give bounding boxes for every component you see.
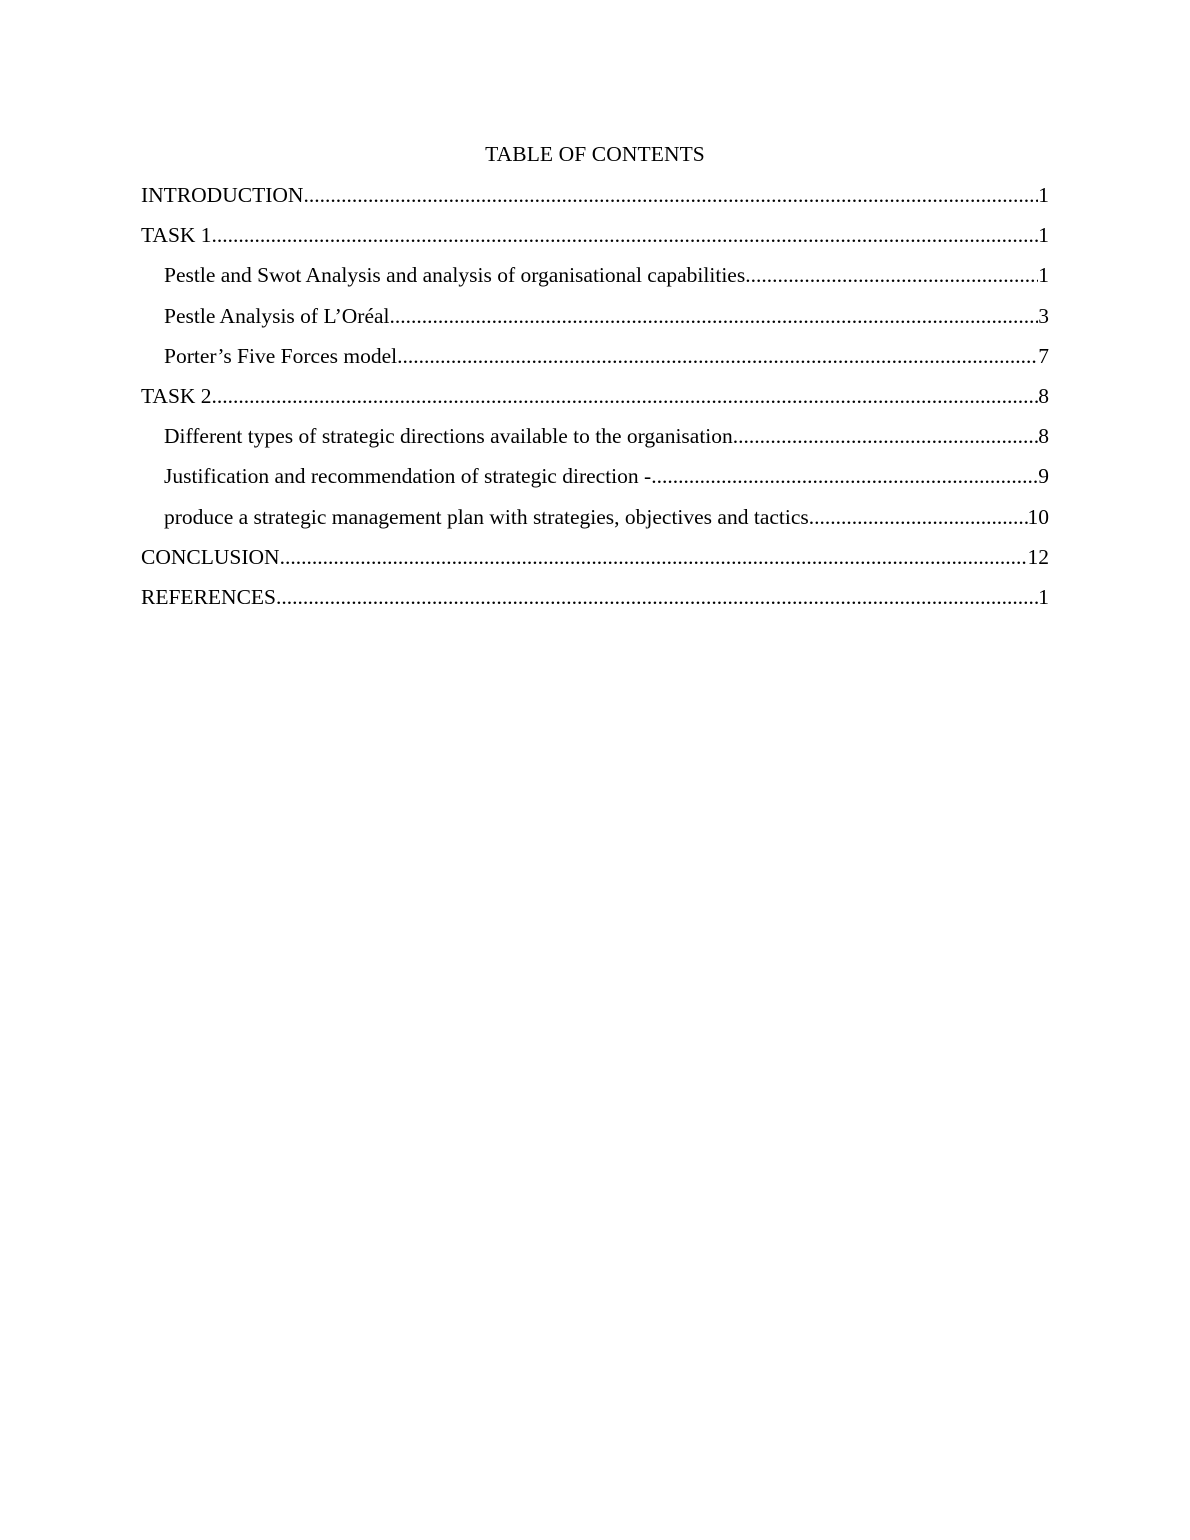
- toc-entry-page-number: 1: [1038, 584, 1049, 609]
- toc-entry-label: TASK 2: [141, 383, 212, 408]
- dot-leader: [733, 422, 1038, 450]
- toc-entry-label: INTRODUCTION: [141, 183, 304, 207]
- dot-leader: [280, 543, 1028, 571]
- toc-entry-label: Different types of strategic directions available to the organisation: [164, 424, 733, 449]
- toc-entry-label: CONCLUSION: [141, 544, 280, 569]
- dot-leader: [745, 261, 1038, 289]
- toc-entry-page-number: 7: [1038, 343, 1049, 368]
- toc-entry-pestle-swot[interactable]: [141, 261, 1049, 301]
- toc-entry-task-2[interactable]: [141, 382, 1049, 422]
- dot-leader: [212, 382, 1039, 410]
- toc-title: TABLE OF CONTENTS: [485, 142, 705, 166]
- toc-entry-label: Porter’s Five Forces model: [164, 343, 398, 368]
- toc-entry-label: Justification and recommendation of strategic direction -: [164, 464, 652, 489]
- toc-entry-page-number: 12: [1027, 544, 1049, 569]
- toc-entry-references[interactable]: [141, 583, 1049, 623]
- toc-entry-justification[interactable]: [141, 462, 1049, 502]
- dot-leader: [397, 342, 1038, 370]
- dot-leader: [303, 181, 1038, 209]
- toc-entry-label: REFERENCES: [141, 584, 276, 609]
- toc-entry-page-number: 8: [1038, 383, 1049, 408]
- toc-entry-page-number: 3: [1038, 303, 1049, 328]
- toc-entry-page-number: 1: [1038, 223, 1049, 248]
- toc-entry-page-number: 8: [1038, 424, 1049, 449]
- toc-entry-page-number: 1: [1038, 183, 1049, 207]
- toc-entry-label: produce a strategic management plan with strategies, objectives and tactics: [164, 504, 809, 529]
- toc-list: [141, 181, 1049, 623]
- toc-entry-label: Pestle Analysis of L’Oréal: [164, 303, 390, 328]
- toc-entry-page-number: 1: [1038, 263, 1049, 288]
- dot-leader: [212, 221, 1039, 249]
- toc-entry-label: TASK 1: [141, 223, 212, 248]
- toc-entry-strategic-directions[interactable]: [141, 422, 1049, 462]
- toc-entry-conclusion[interactable]: [141, 543, 1049, 583]
- toc-entry-management-plan[interactable]: [141, 503, 1049, 543]
- dot-leader: [276, 583, 1038, 611]
- dot-leader: [651, 462, 1038, 490]
- toc-entry-introduction[interactable]: [141, 181, 1049, 221]
- toc-entry-pestle-loreal[interactable]: [141, 302, 1049, 342]
- toc-entry-label: Pestle and Swot Analysis and analysis of organisational capabilities: [164, 263, 746, 288]
- dot-leader: [809, 503, 1028, 531]
- toc-entry-task-1[interactable]: [141, 221, 1049, 261]
- toc-entry-page-number: 9: [1038, 464, 1049, 489]
- dot-leader: [390, 302, 1039, 330]
- toc-entry-porters-five-forces[interactable]: [141, 342, 1049, 382]
- toc-entry-page-number: 10: [1027, 504, 1049, 529]
